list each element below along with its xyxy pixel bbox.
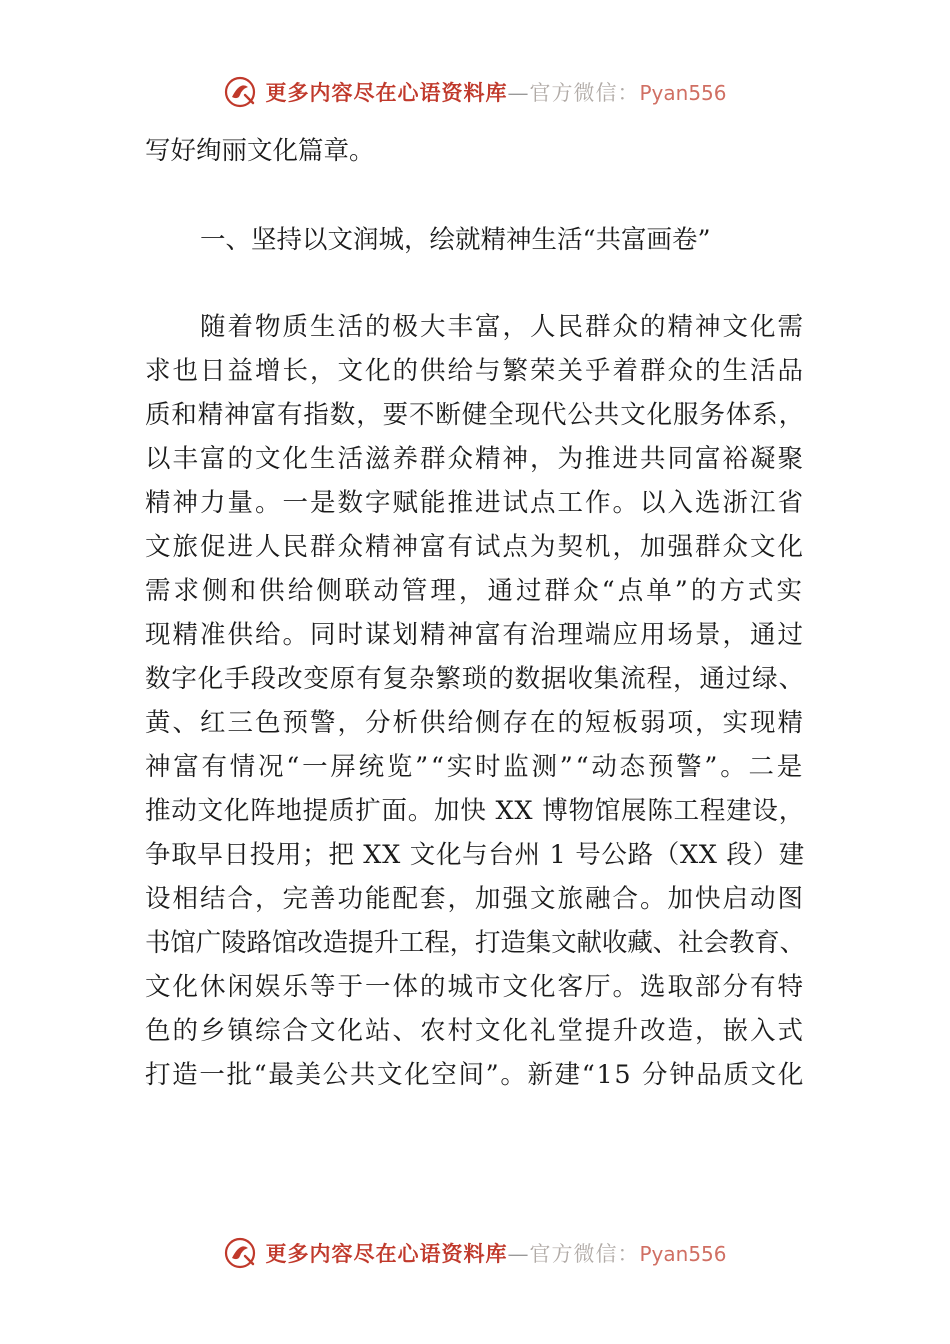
paragraph-line: 文化休闲娱乐等于一体的城市文化客厅。选取部分有特 bbox=[145, 972, 805, 1002]
paragraph-line: 打造一批“最美公共文化空间”。新建“15 分钟品质文化 bbox=[145, 1060, 805, 1090]
paragraph-line: 神富有情况“一屏统览”“实时监测”“动态预警”。二是 bbox=[145, 752, 805, 782]
banner-separator: — bbox=[507, 1242, 530, 1266]
banner-separator: — bbox=[507, 81, 530, 105]
footer-watermark-banner bbox=[0, 1233, 950, 1273]
header-watermark-banner bbox=[0, 72, 950, 112]
paragraph-line: 文旅促进人民群众精神富有试点为契机，加强群众文化 bbox=[145, 532, 805, 562]
paragraph-line: 设相结合，完善功能配套，加强文旅融合。加快启动图 bbox=[145, 884, 805, 914]
library-logo-icon bbox=[223, 75, 257, 109]
section-heading: 一、坚持以文润城，绘就精神生活“共富画卷” bbox=[200, 225, 711, 255]
banner-wechat-label: 官方微信： bbox=[529, 1242, 640, 1266]
paragraph-line: 书馆广陵路馆改造提升工程，打造集文献收藏、社会教育、 bbox=[145, 928, 805, 958]
banner-wechat-id: Pyan556 bbox=[639, 81, 727, 105]
paragraph-line: 黄、红三色预警，分析供给侧存在的短板弱项，实现精 bbox=[145, 708, 805, 738]
banner-site-name: 更多内容尽在心语资料库 bbox=[265, 80, 508, 105]
paragraph-line: 质和精神富有指数，要不断健全现代公共文化服务体系， bbox=[145, 400, 805, 430]
banner-wechat-label: 官方微信： bbox=[529, 81, 640, 105]
library-logo-icon bbox=[223, 1236, 257, 1270]
paragraph-line: 需求侧和供给侧联动管理，通过群众“点单”的方式实 bbox=[145, 576, 805, 606]
paragraph-line: 以丰富的文化生活滋养群众精神，为推进共同富裕凝聚 bbox=[145, 444, 805, 474]
paragraph-line: 争取早日投用；把 XX 文化与台州 1 号公路（XX 段）建 bbox=[145, 840, 805, 870]
body-paragraph bbox=[145, 305, 805, 1097]
paragraph-line: 色的乡镇综合文化站、农村文化礼堂提升改造，嵌入式 bbox=[145, 1016, 805, 1046]
paragraph-line: 数字化手段改变原有复杂繁琐的数据收集流程，通过绿、 bbox=[145, 664, 805, 694]
paragraph-line: 求也日益增长，文化的供给与繁荣关乎着群众的生活品 bbox=[145, 356, 805, 386]
banner-wechat-id: Pyan556 bbox=[639, 1242, 727, 1266]
banner-site-name: 更多内容尽在心语资料库 bbox=[265, 1241, 508, 1266]
paragraph-line: 随着物质生活的极大丰富，人民群众的精神文化需 bbox=[200, 312, 805, 342]
continuation-text bbox=[145, 129, 805, 173]
continuation-line: 写好绚丽文化篇章。 bbox=[145, 136, 375, 166]
paragraph-line: 现精准供给。同时谋划精神富有治理端应用场景，通过 bbox=[145, 620, 805, 650]
paragraph-line: 精神力量。一是数字赋能推进试点工作。以入选浙江省 bbox=[145, 488, 805, 518]
paragraph-line: 推动文化阵地提质扩面。加快 XX 博物馆展陈工程建设， bbox=[145, 796, 805, 826]
